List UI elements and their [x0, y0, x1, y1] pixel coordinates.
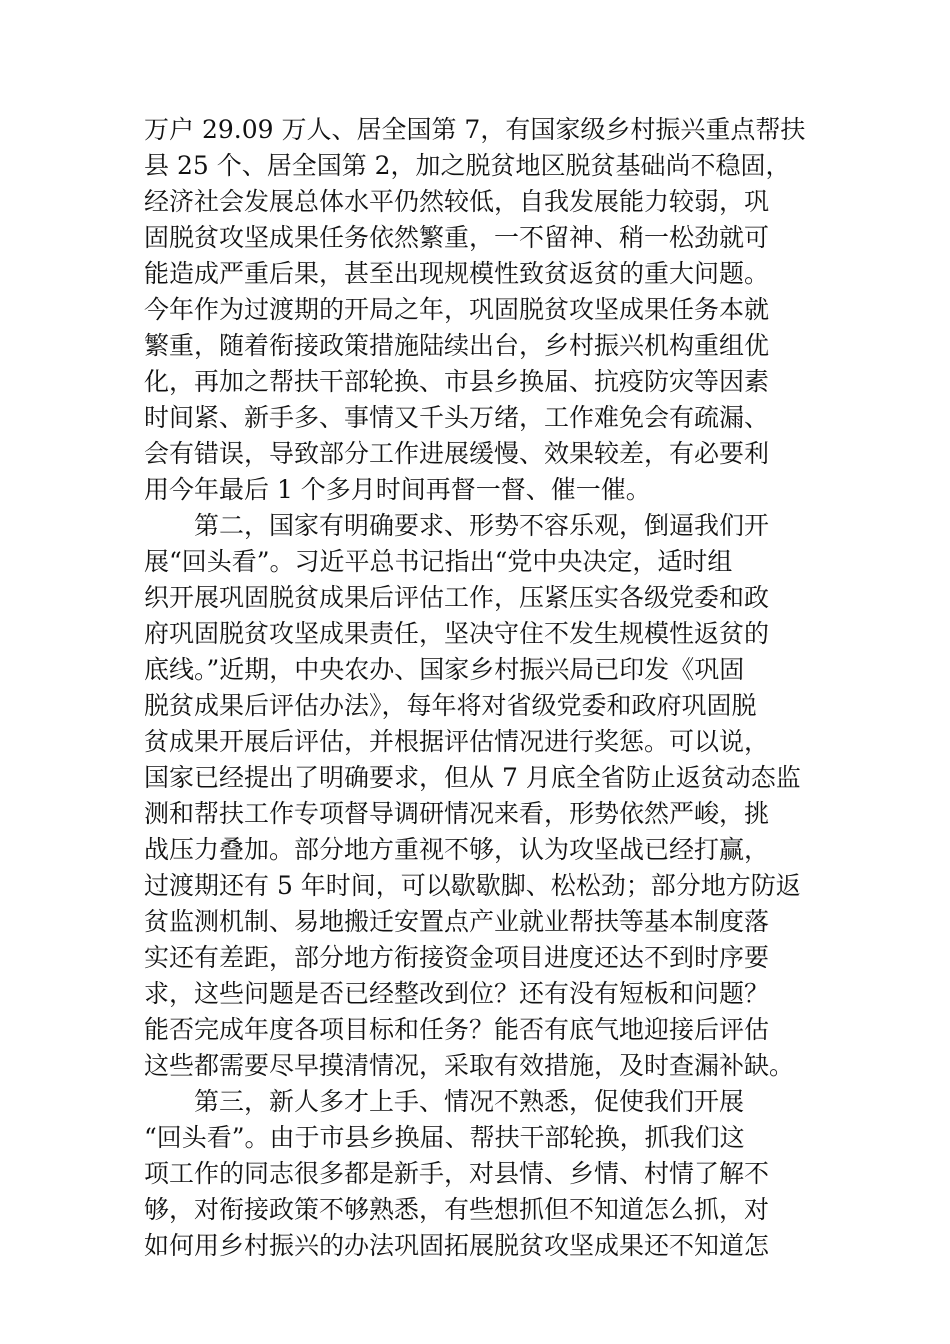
text-line: 用今年最后 1 个多月时间再督一督、催一催。 — [144, 475, 651, 504]
text-line: 战压力叠加。部分地方重视不够，认为攻坚战已经打赢， — [144, 835, 770, 864]
text-line: 脱贫成果后评估办法》，每年将对省级党委和政府巩固脱 — [144, 691, 757, 720]
text-line: 过渡期还有 5 年时间，可以歇歇脚、松松劲；部分地方防返 — [144, 871, 801, 900]
text-line: 时间紧、新手多、事情又千头万绪，工作难免会有疏漏、 — [144, 403, 770, 432]
text-line: 项工作的同志很多都是新手，对县情、乡情、村情了解不 — [144, 1159, 770, 1188]
text-line: 能造成严重后果，甚至出现规模性致贫返贫的重大问题。 — [144, 259, 770, 288]
text-line: 测和帮扶工作专项督导调研情况来看，形势依然严峻，挑 — [144, 799, 770, 828]
text-line: 展“回头看”。习近平总书记指出“党中央决定，适时组 — [144, 547, 733, 576]
text-line: 能否完成年度各项目标和任务？能否有底气地迎接后评估 — [144, 1015, 770, 1044]
text-line: 如何用乡村振兴的办法巩固拓展脱贫攻坚成果还不知道怎 — [144, 1231, 770, 1260]
text-line: 府巩固脱贫攻坚成果责任，坚决守住不发生规模性返贫的 — [144, 619, 770, 648]
text-line: 贫成果开展后评估，并根据评估情况进行奖惩。可以说， — [144, 727, 770, 756]
text-line: 国家已经提出了明确要求，但从 7 月底全省防止返贫动态监 — [144, 763, 801, 792]
text-line: 经济社会发展总体水平仍然较低，自我发展能力较弱，巩 — [144, 187, 770, 216]
text-line: 繁重，随着衔接政策措施陆续出台，乡村振兴机构重组优 — [144, 331, 770, 360]
text-line: 贫监测机制、易地搬迁安置点产业就业帮扶等基本制度落 — [144, 907, 770, 936]
text-line: 求，这些问题是否已经整改到位？还有没有短板和问题？ — [144, 979, 770, 1008]
text-line: 实还有差距，部分地方衔接资金项目进度还达不到时序要 — [144, 943, 770, 972]
paragraph-start-line: 第三，新人多才上手、情况不熟悉，促使我们开展 — [144, 1087, 745, 1116]
text-line: 固脱贫攻坚成果任务依然繁重，一不留神、稍一松劲就可 — [144, 223, 770, 252]
text-line: 底线。”近期，中央农办、国家乡村振兴局已印发《巩固 — [144, 655, 745, 684]
text-line: “回头看”。由于市县乡换届、帮扶干部轮换，抓我们这 — [144, 1123, 745, 1152]
paragraph-start-line: 第二，国家有明确要求、形势不容乐观，倒逼我们开 — [144, 511, 770, 540]
text-line: 今年作为过渡期的开局之年，巩固脱贫攻坚成果任务本就 — [144, 295, 770, 324]
body-text — [144, 112, 806, 1264]
text-line: 会有错误，导致部分工作进展缓慢、效果较差，有必要利 — [144, 439, 770, 468]
text-line: 化，再加之帮扶干部轮换、市县乡换届、抗疫防灾等因素 — [144, 367, 770, 396]
text-line: 万户 29.09 万人、居全国第 7，有国家级乡村振兴重点帮扶 — [144, 115, 806, 144]
text-line: 够，对衔接政策不够熟悉，有些想抓但不知道怎么抓，对 — [144, 1195, 770, 1224]
text-line: 县 25 个、居全国第 2，加之脱贫地区脱贫基础尚不稳固， — [144, 151, 791, 180]
text-line: 织开展巩固脱贫成果后评估工作，压紧压实各级党委和政 — [144, 583, 770, 612]
text-line: 这些都需要尽早摸清情况，采取有效措施，及时查漏补缺。 — [144, 1051, 795, 1080]
